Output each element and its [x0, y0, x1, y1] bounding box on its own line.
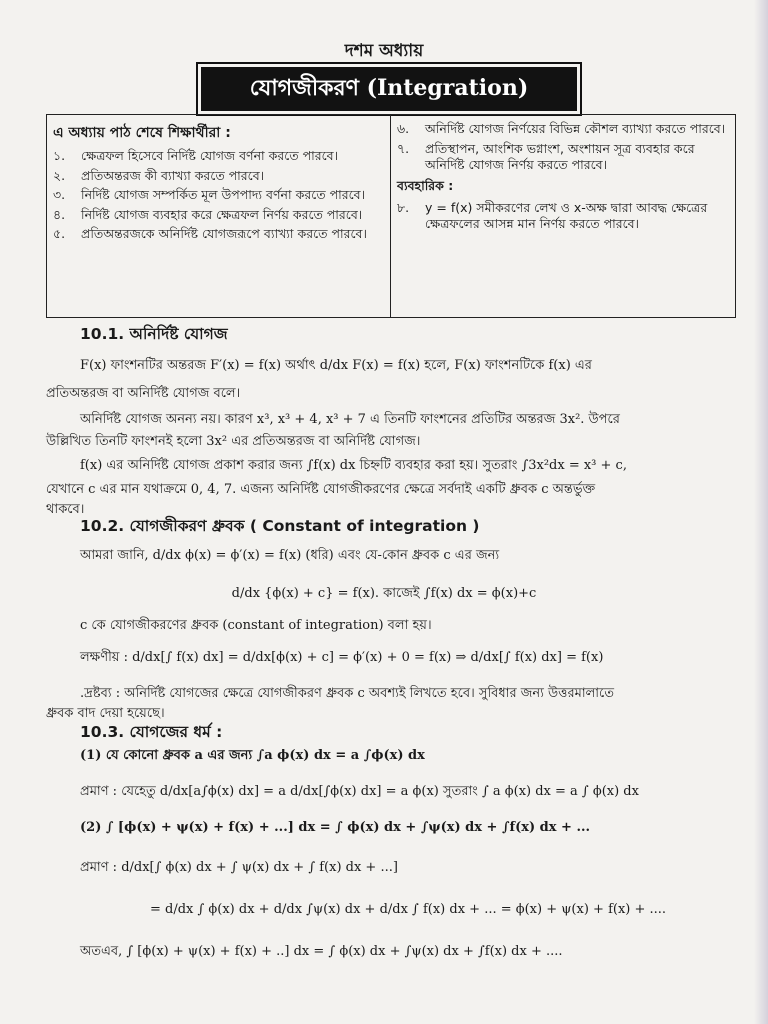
objective-item: [397, 121, 729, 138]
learning-objectives-box: [46, 114, 736, 318]
paragraph-line: উল্লিখিত তিনটি ফাংশনই হলো 3x² এর প্রতিঅন্তরজ বা অনির্দিষ্ট যোগজ।: [46, 434, 421, 449]
section-heading-10-2: 10.2. যোগজীকরণ ধ্রুবক ( Constant of integration ): [80, 517, 480, 535]
objective-number: ৩.: [53, 187, 66, 202]
objective-number: ২.: [53, 167, 66, 183]
objectives-heading: এ অধ্যায় পাঠ শেষে শিক্ষার্থীরা :: [53, 125, 231, 141]
paragraph-line: আমরা জানি, d/dx ϕ(x) = ϕ′(x) = f(x) (ধরি) এবং যে-কোন ধ্রুবক c এর জন্য: [80, 548, 500, 563]
note-line: .দ্রষ্টব্য : অনির্দিষ্ট যোগজের ক্ষেত্রে যোগজীকরণ ধ্রুবক c অবশ্যই লিখতে হবে। সুবিধার জন্য উত্তরমালাতে: [80, 686, 615, 701]
proof-line: প্রমাণ : যেহেতু d/dx[a∫ϕ(x) dx] = a d/dx[∫ϕ(x) dx] = a ϕ(x) সুতরাং ∫ a ϕ(x) dx = a ∫ ϕ(x) dx: [80, 784, 639, 799]
objective-item: [53, 168, 384, 185]
objective-text: নির্দিষ্ট যোগজ ব্যবহার করে ক্ষেত্রফল নির্ণয় করতে পারবে।: [81, 206, 363, 222]
proof-line: অতএব, ∫ [ϕ(x) + ψ(x) + f(x) + ..] dx = ∫ ϕ(x) dx + ∫ψ(x) dx + ∫f(x) dx + ....: [80, 944, 563, 959]
property-line: (1) যে কোনো ধ্রুবক a এর জন্য ∫a ϕ(x) dx = a ∫ϕ(x) dx: [80, 748, 425, 763]
proof-line: = d/dx ∫ ϕ(x) dx + d/dx ∫ψ(x) dx + d/dx ∫ f(x) dx + ... = ϕ(x) + ψ(x) + f(x) + ....: [150, 902, 667, 917]
objective-number: ৬.: [397, 121, 410, 136]
paragraph-line: অনির্দিষ্ট যোগজ অনন্য নয়। কারণ x³, x³ + 4, x³ + 7 এ তিনটি ফাংশনের প্রতিটির অন্তরজ 3x². উপরে: [80, 412, 620, 427]
objective-number: ১.: [53, 148, 66, 163]
objective-text: ক্ষেত্রফল হিসেবে নির্দিষ্ট যোগজ বর্ণনা করতে পারবে।: [81, 148, 339, 163]
note-line: লক্ষণীয় : d/dx[∫ f(x) dx] = d/dx[ϕ(x) + c] = ϕ′(x) + 0 = f(x) ⇒ d/dx[∫ f(x) dx] = f(x): [80, 650, 604, 665]
note-line: ধ্রুবক বাদ দেয়া হয়েছে।: [46, 706, 165, 721]
equation-line: d/dx {ϕ(x) + c} = f(x). কাজেই ∫f(x) dx = ϕ(x)+c: [231, 586, 537, 601]
objective-text: নির্দিষ্ট যোগজ সম্পর্কিত মূল উপপাদ্য বর্ণনা করতে পারবে।: [81, 187, 366, 202]
objective-item: [53, 187, 384, 204]
objective-number: ৮.: [397, 199, 410, 215]
objective-item: [397, 141, 729, 174]
objectives-right-column: [391, 115, 735, 317]
objectives-left-column: [47, 115, 391, 317]
objective-number: ৪.: [53, 206, 66, 222]
objective-item: [53, 226, 384, 243]
objective-text: y = f(x) সমীকরণের লেখ ও x-অক্ষ দ্বারা আবদ্ধ ক্ষেত্রের ক্ষেত্রফলের আসন্ন মান নির্ণয় করতে পারবে।: [425, 199, 708, 231]
chapter-title: যোগজীকরণ (Integration): [201, 67, 577, 111]
objective-text: প্রতিস্থাপন, আংশিক ভগ্নাংশ, অংশায়ন সূত্র ব্যবহার করে অনির্দিষ্ট যোগজ নির্ণয় করতে পারবে।: [425, 140, 695, 172]
objective-item: [397, 200, 729, 233]
paragraph-line: c কে যোগজীকরণের ধ্রুবক (constant of integration) বলা হয়।: [80, 618, 432, 633]
paragraph-line: f(x) এর অনির্দিষ্ট যোগজ প্রকাশ করার জন্য ∫f(x) dx চিহ্নটি ব্যবহার করা হয়। সুতরাং ∫3x²dx = x³ + c,: [80, 458, 627, 473]
objective-text: অনির্দিষ্ট যোগজ নির্ণয়ের বিভিন্ন কৌশল ব্যাখ্যা করতে পারবে।: [425, 121, 726, 136]
paragraph-line: যেখানে c এর মান যথাক্রমে 0, 4, 7. এজন্য অনির্দিষ্ট যোগজীকরণের ক্ষেত্রে সর্বদাই একটি ধ্রুবক c অন্তর্ভুক্ত: [46, 482, 596, 497]
objective-number: ৫.: [53, 226, 66, 241]
practical-heading: ব্যবহারিক :: [397, 177, 454, 193]
page-edge-shadow: [754, 0, 768, 1024]
section-heading-10-3: 10.3. যোগজের ধর্ম :: [80, 723, 223, 741]
paragraph-line: F(x) ফাংশনটির অন্তরজ F′(x) = f(x) অর্থাৎ d/dx F(x) = f(x) হলে, F(x) ফাংশনটিকে f(x) এর: [80, 358, 592, 373]
chapter-label: দশম অধ্যায়: [344, 41, 424, 61]
objective-number: ৭.: [397, 140, 410, 156]
property-line: (2) ∫ [ϕ(x) + ψ(x) + f(x) + ...] dx = ∫ ϕ(x) dx + ∫ψ(x) dx + ∫f(x) dx + ...: [80, 820, 591, 835]
objective-text: প্রতিঅন্তরজকে অনির্দিষ্ট যোগজরূপে ব্যাখ্যা করতে পারবে।: [81, 226, 367, 241]
section-heading-10-1: 10.1. অনির্দিষ্ট যোগজ: [80, 325, 228, 343]
title-box: [196, 62, 582, 116]
paragraph-line: থাকবে।: [46, 502, 85, 517]
proof-line: প্রমাণ : d/dx[∫ ϕ(x) dx + ∫ ψ(x) dx + ∫ f(x) dx + ...]: [80, 860, 398, 875]
objective-text: প্রতিঅন্তরজ কী ব্যাখ্যা করতে পারবে।: [81, 167, 265, 183]
paragraph-line: প্রতিঅন্তরজ বা অনির্দিষ্ট যোগজ বলে।: [46, 386, 241, 401]
objective-item: [53, 148, 384, 165]
objective-item: [53, 207, 384, 224]
